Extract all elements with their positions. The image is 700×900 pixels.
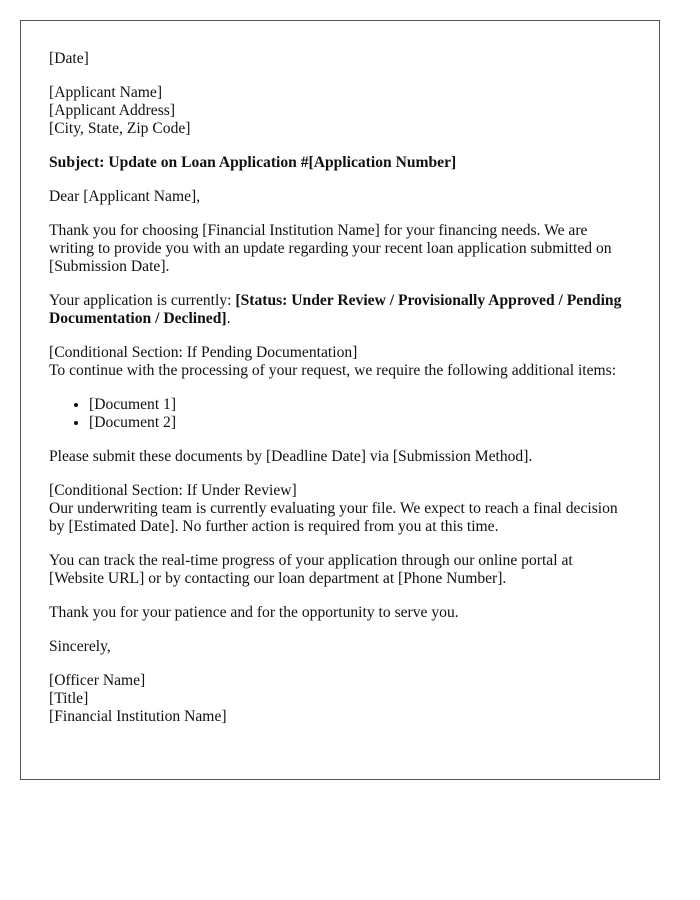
- review-section: [49, 482, 631, 536]
- status-suffix: .: [226, 310, 231, 327]
- status-prefix: Your application is currently:: [49, 292, 236, 309]
- recipient-name: [Applicant Name]: [49, 84, 163, 101]
- document-list: [49, 396, 631, 432]
- review-section-heading: [Conditional Section: If Under Review]: [49, 482, 297, 499]
- recipient-city-state-zip: [City, State, Zip Code]: [49, 120, 191, 137]
- institution-name: [Financial Institution Name]: [49, 708, 227, 725]
- closing: Sincerely,: [49, 638, 111, 655]
- letter-date: [Date]: [49, 50, 89, 67]
- document-list-item: • [Document 2]: [89, 414, 631, 432]
- tracking-paragraph: You can track the real-time progress of your application through our online portal at [Website URL] or by contacting our loan department at [Phone Number].: [49, 552, 573, 587]
- status-paragraph: [49, 292, 631, 328]
- officer-name: [Officer Name]: [49, 672, 146, 689]
- thanks-paragraph: Thank you for your patience and for the opportunity to serve you.: [49, 604, 459, 621]
- intro-paragraph: Thank you for choosing [Financial Institution Name] for your financing needs. We are writing to provide you with an update regarding your recent loan application submitted on [Submission Date].: [49, 222, 612, 275]
- letter: [20, 20, 660, 780]
- status-value: [Status: Under Review / Provisionally Approved / Pending Documentation / Declined]: [49, 292, 622, 327]
- officer-title: [Title]: [49, 690, 89, 707]
- signature-block: [49, 672, 631, 726]
- recipient-block: [49, 84, 631, 138]
- letter-subject: Subject: Update on Loan Application #[Application Number]: [49, 154, 457, 171]
- salutation: Dear [Applicant Name],: [49, 188, 201, 205]
- review-section-text: Our underwriting team is currently evaluating your file. We expect to reach a final decision by [Estimated Date]. No further action is required from you at this time.: [49, 500, 618, 535]
- pending-section: [49, 344, 631, 380]
- pending-section-text: To continue with the processing of your request, we require the following additional items:: [49, 362, 617, 379]
- document-list-item: • [Document 1]: [89, 396, 631, 414]
- recipient-address: [Applicant Address]: [49, 102, 176, 119]
- submit-instructions: Please submit these documents by [Deadline Date] via [Submission Method].: [49, 448, 533, 465]
- pending-section-heading: [Conditional Section: If Pending Documentation]: [49, 344, 358, 361]
